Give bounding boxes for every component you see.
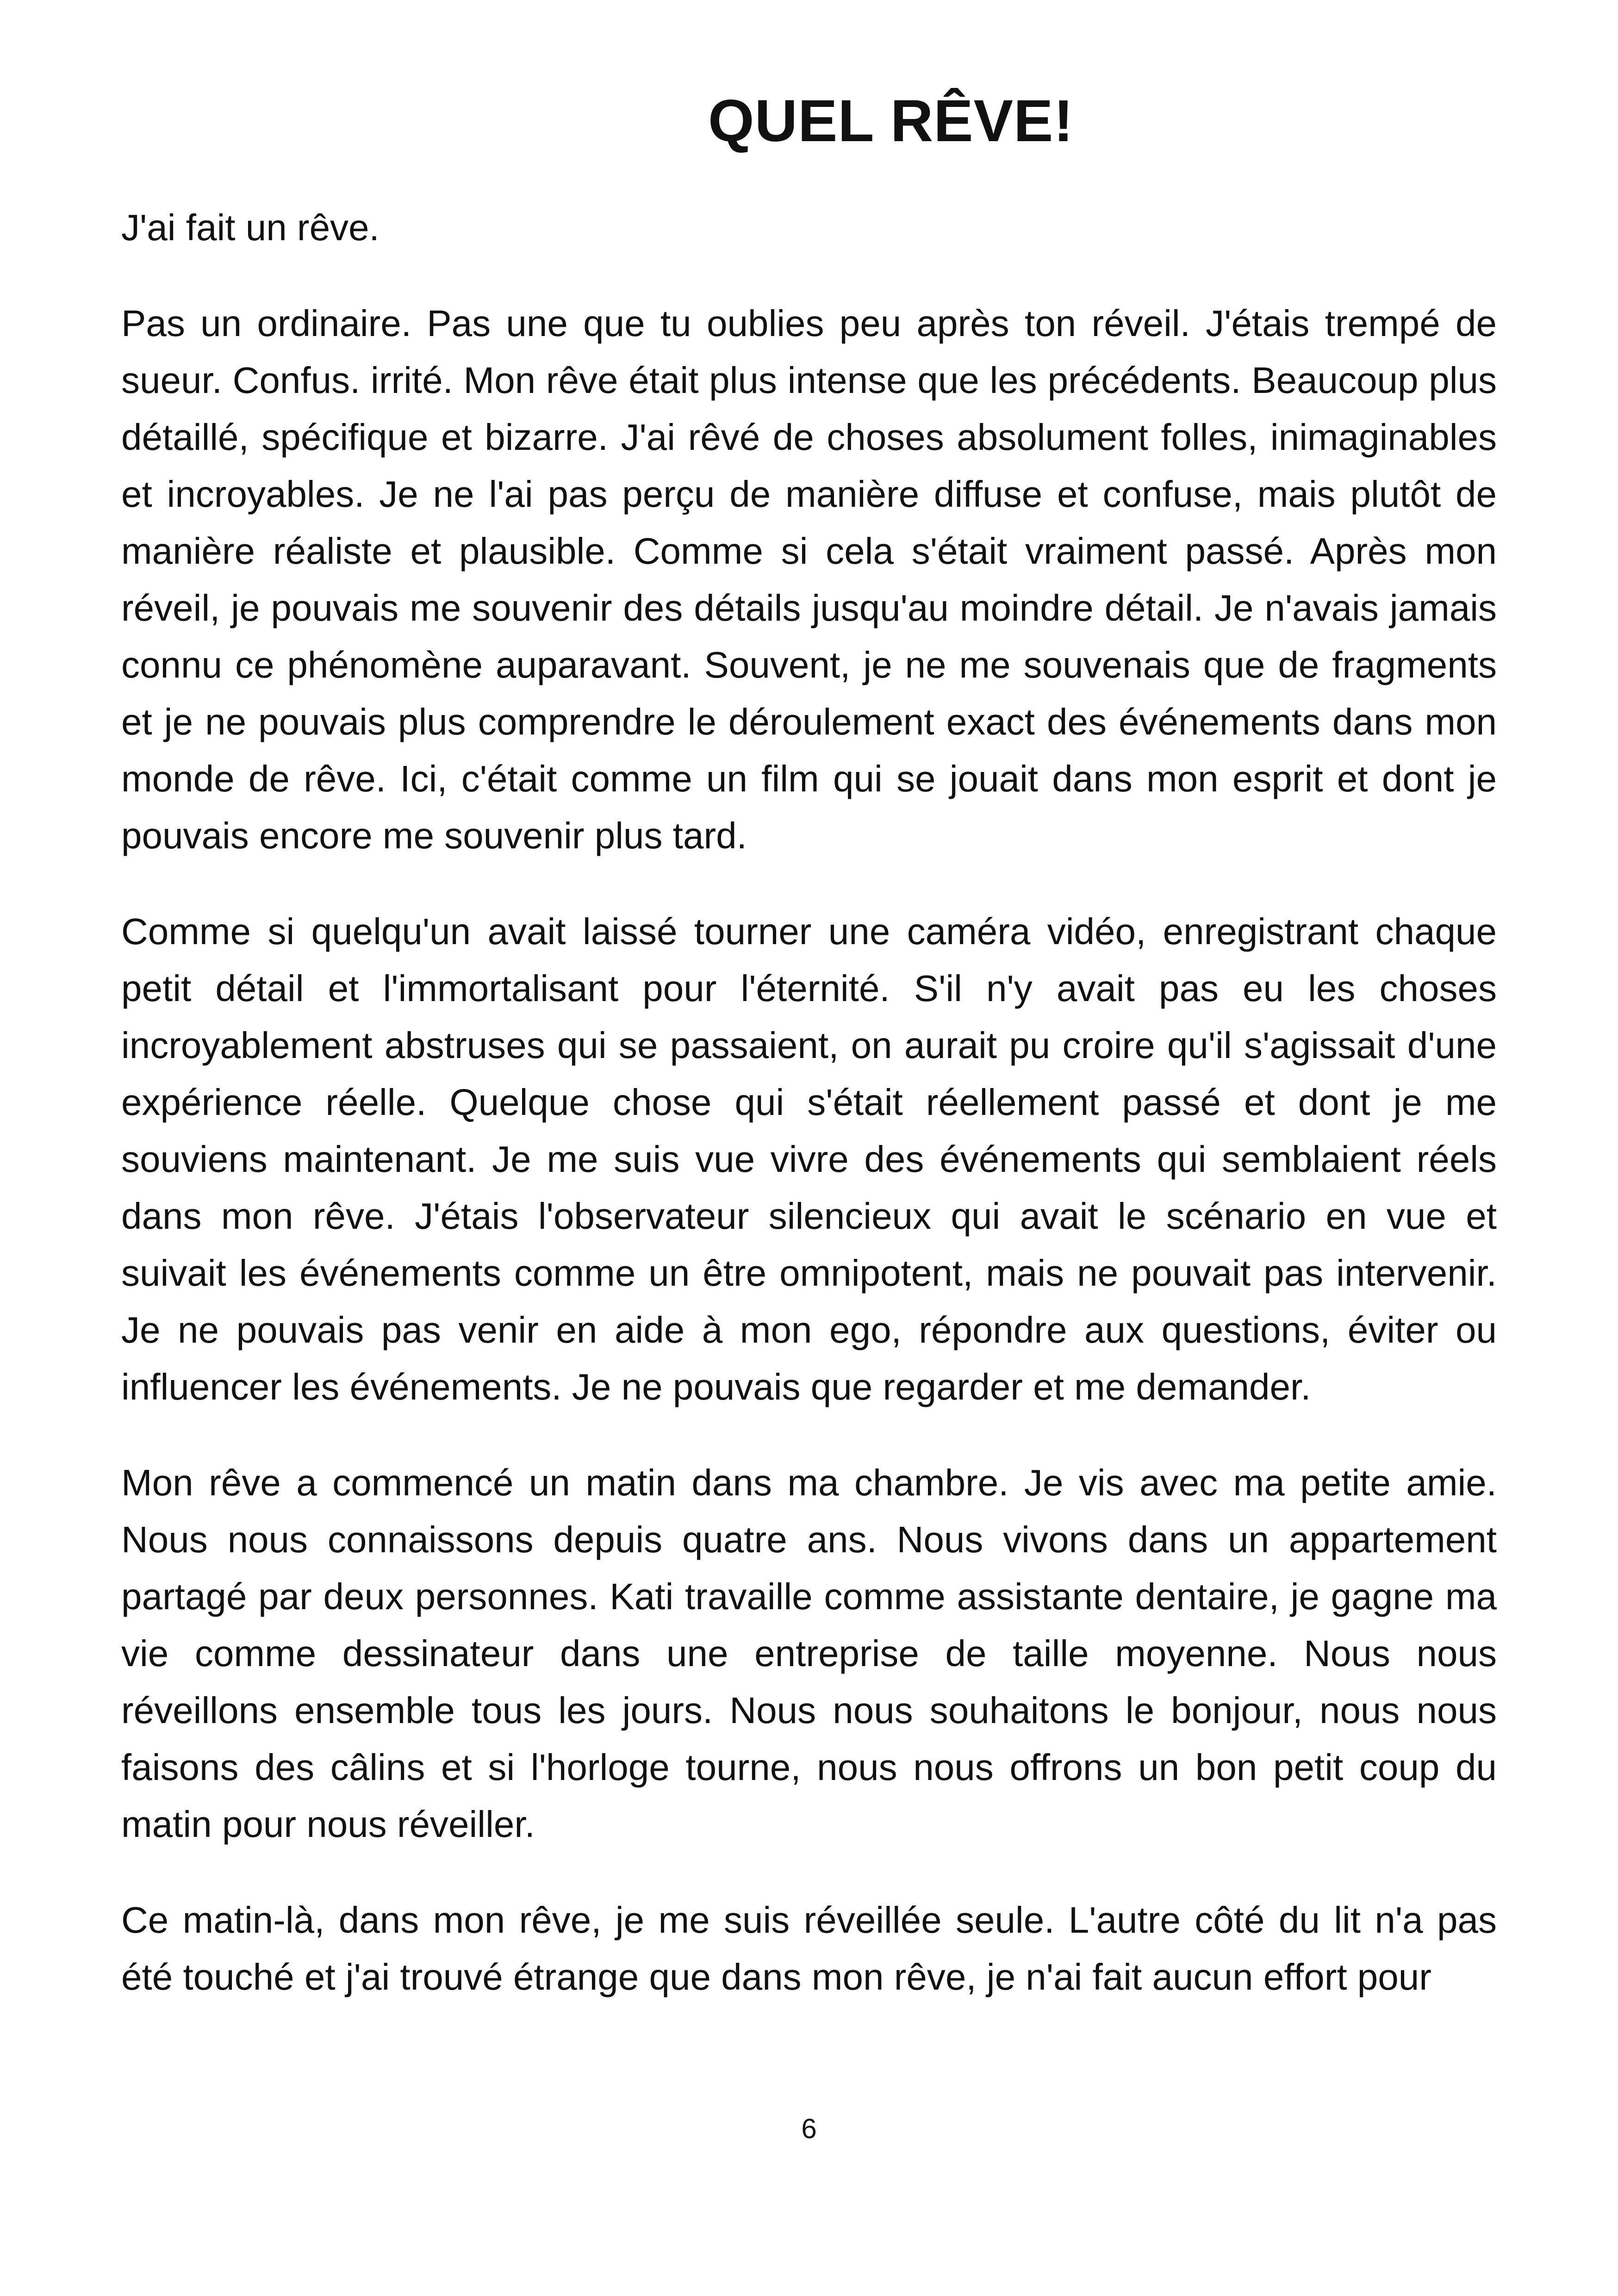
paragraph: Pas un ordinaire. Pas une que tu oublies peu après ton réveil. J'étais trempé de sueur. Confus. irrité. Mon rêve était plus intense que les précédents. Beaucoup plus détaillé, spécifique et bizarre. J'ai rêvé de choses absolument folles, inimaginables et incroyables. Je ne l'ai pas perçu de manière diffuse et confuse, mais plutôt de manière réaliste et plausible. Comme si cela s'était vraiment passé. Après mon réveil, je pouvais me souvenir des détails jusqu'au moindre détail. Je n'avais jamais connu ce phénomène auparavant. Souvent, je ne me souvenais que de fragments et je ne pouvais plus comprendre le déroulement exact des événements dans mon monde de rêve. Ici, c'était comme un film qui se jouait dans mon esprit et dont je pouvais encore me souvenir plus tard. xyxy=(121,303,1497,856)
page-number: 6 xyxy=(801,2113,817,2144)
body-text xyxy=(121,199,1497,2005)
paragraph: Ce matin-là, dans mon rêve, je me suis réveillée seule. L'autre côté du lit n'a pas été touché et j'ai trouvé étrange que dans mon rêve, je n'ai fait aucun effort pour xyxy=(121,1899,1497,1997)
chapter-title: QUEL RÊVE! xyxy=(708,88,1074,154)
paragraph: J'ai fait un rêve. xyxy=(121,207,380,248)
paragraph: Mon rêve a commencé un matin dans ma chambre. Je vis avec ma petite amie. Nous nous connaissons depuis quatre ans. Nous vivons dans un appartement partagé par deux personnes. Kati travaille comme assistante dentaire, je gagne ma vie comme dessinateur dans une entreprise de taille moyenne. Nous nous réveillons ensemble tous les jours. Nous nous souhaitons le bonjour, nous nous faisons des câlins et si l'horloge tourne, nous nous offrons un bon petit coup du matin pour nous réveiller. xyxy=(121,1462,1497,1845)
paragraph: Comme si quelqu'un avait laissé tourner une caméra vidéo, enregistrant chaque petit détail et l'immortalisant pour l'éternité. S'il n'y avait pas eu les choses incroyablement abstruses qui se passaient, on aurait pu croire qu'il s'agissait d'une expérience réelle. Quelque chose qui s'était réellement passé et dont je me souviens maintenant. Je me suis vue vivre des événements qui semblaient réels dans mon rêve. J'étais l'observateur silencieux qui avait le scénario en vue et suivait les événements comme un être omnipotent, mais ne pouvait pas intervenir. Je ne pouvais pas venir en aide à mon ego, répondre aux questions, éviter ou influencer les événements. Je ne pouvais que regarder et me demander. xyxy=(121,911,1497,1407)
